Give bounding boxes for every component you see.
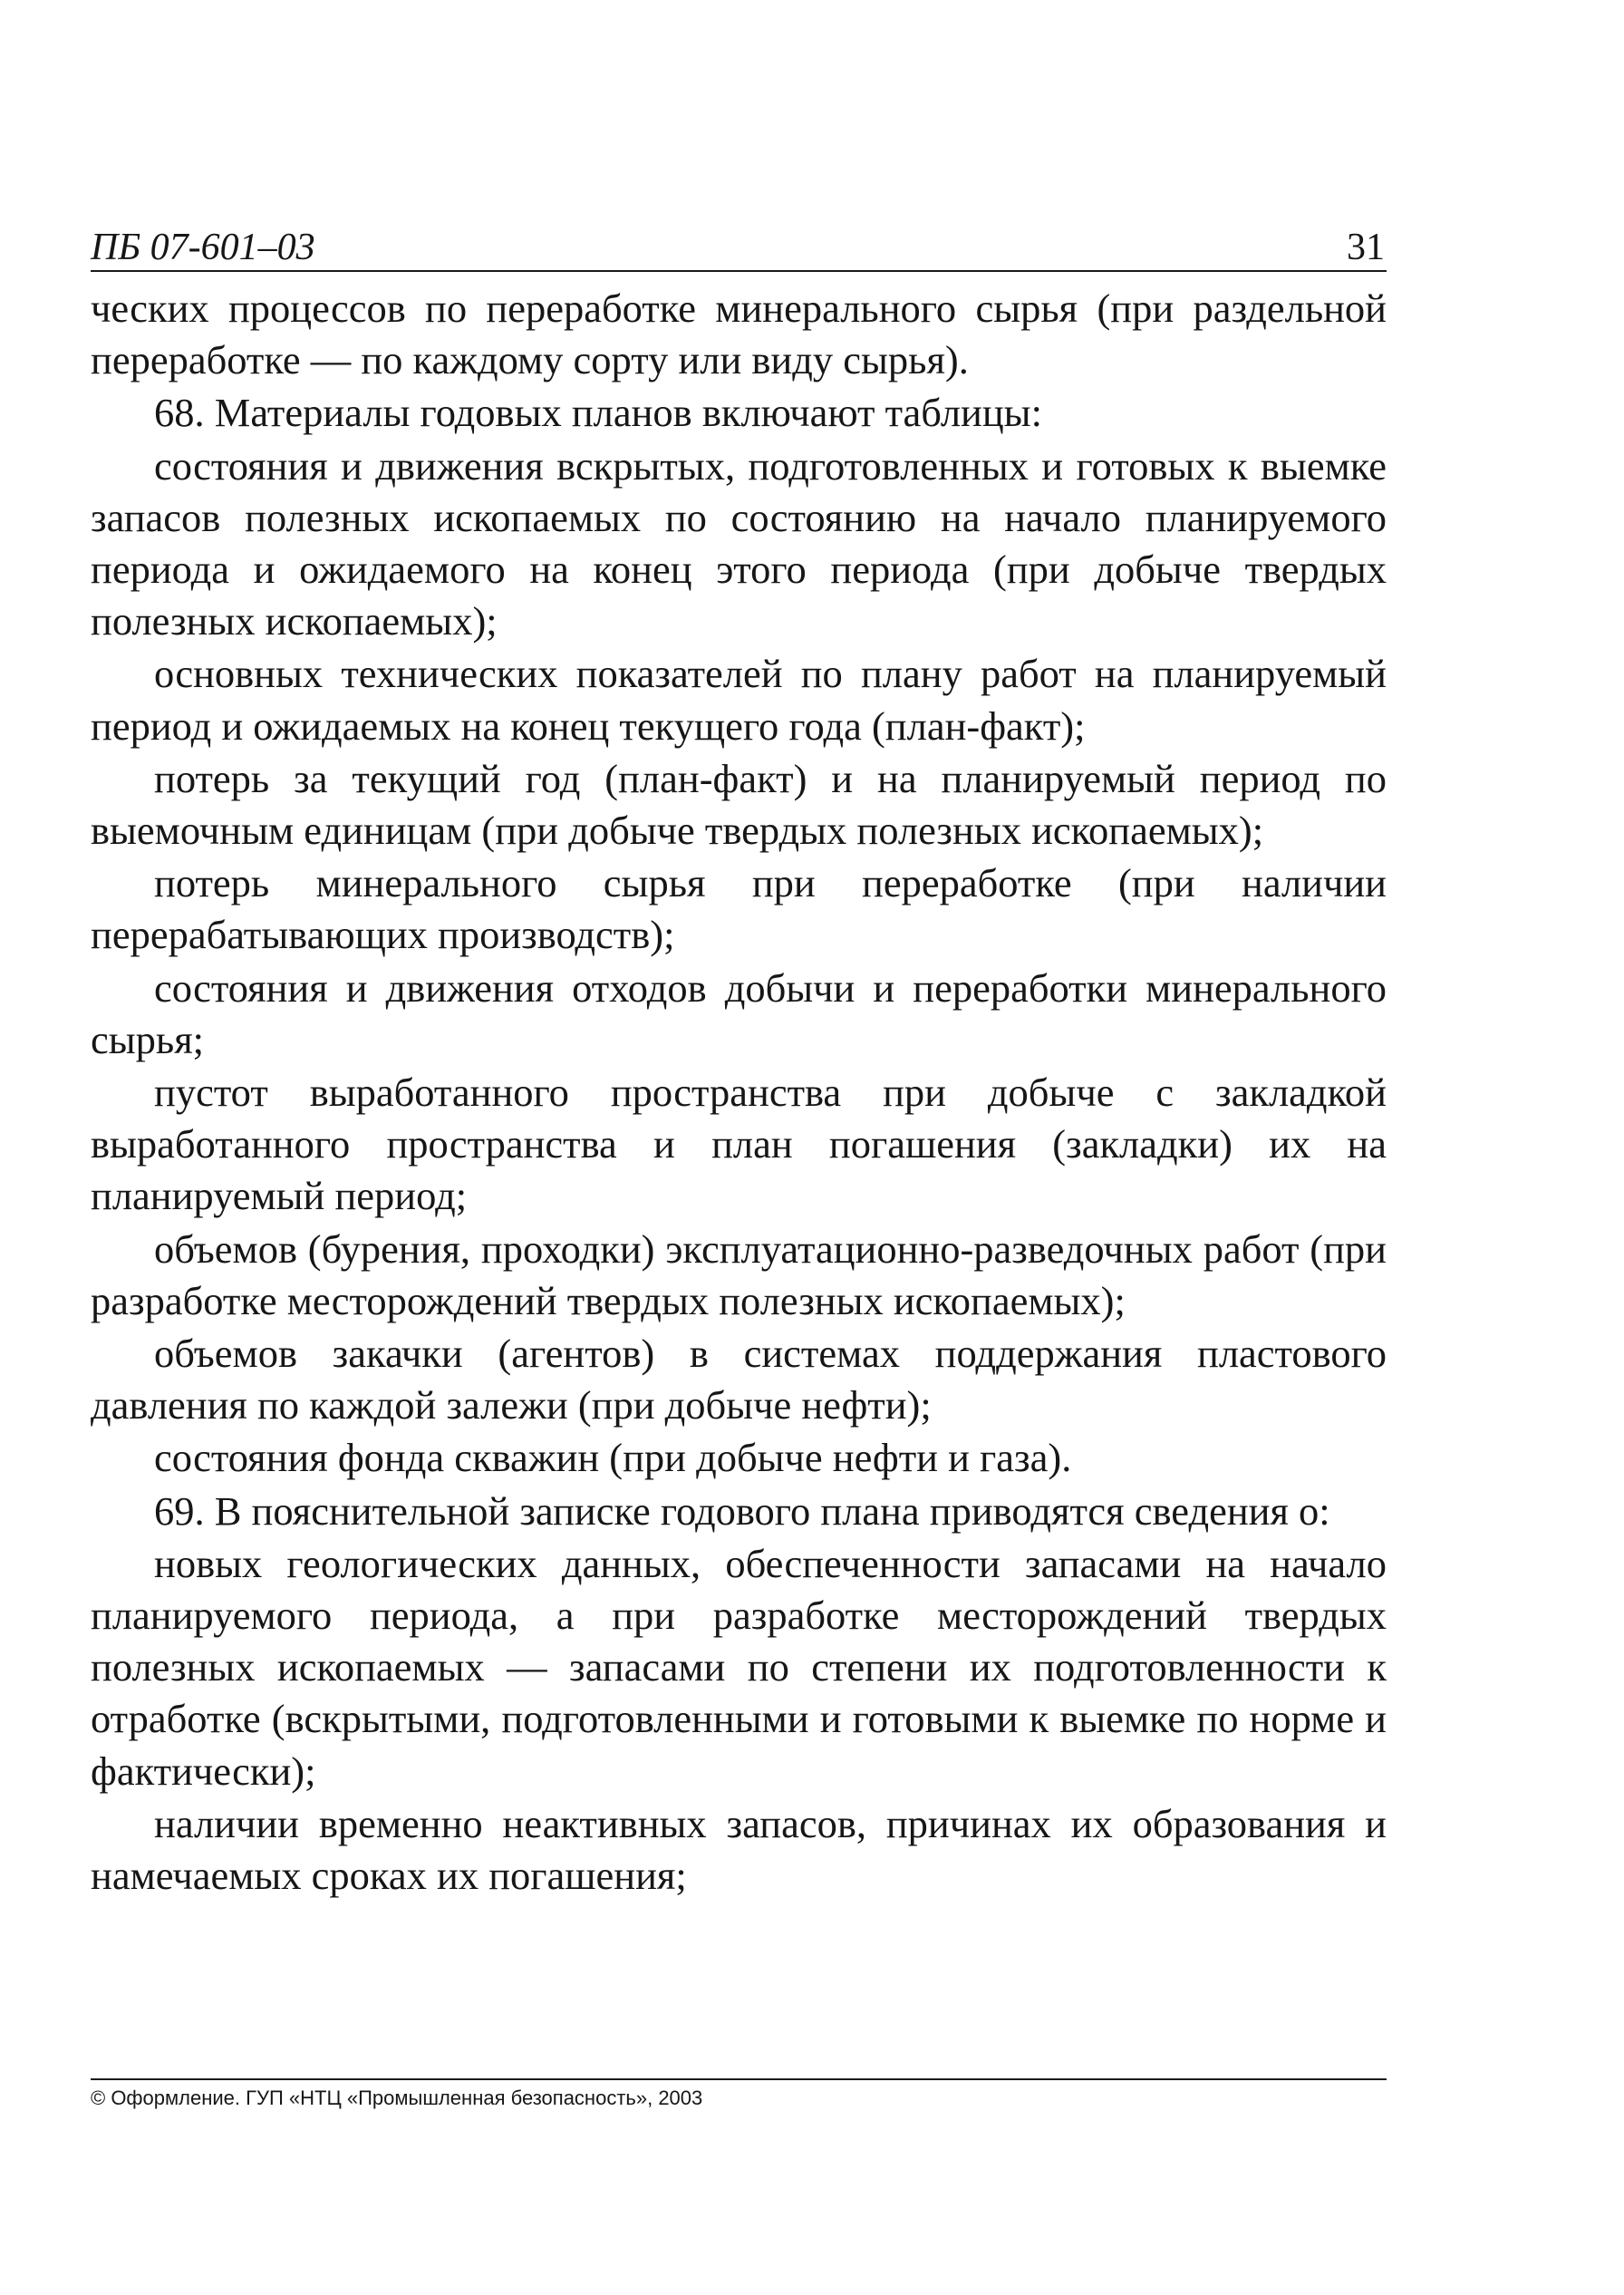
body-text [91, 283, 1387, 1903]
list-item: основных технических показателей по плану работ на планируемый период и ожидаемых на конец текущего года (план-факт); [91, 651, 1387, 749]
clause-69-heading: 69. В пояснительной записке годового плана приводятся сведения о: [154, 1487, 1330, 1534]
list-item: объемов (бурения, проходки) эксплуатационно-разведочных работ (при разработке месторождений твердых полезных ископаемых); [91, 1225, 1387, 1323]
page-number: 31 [1347, 227, 1385, 268]
list-item: пустот выработанного пространства при добыче с закладкой выработанного пространства и план погашения (закладки) их на планируемый период; [91, 1070, 1387, 1219]
document-code: ПБ 07-601–03 [91, 227, 315, 268]
list-item: состояния и движения вскрытых, подготовленных и готовых к выемке запасов полезных ископаемых по состоянию на начало планируемого периода и ожидаемого на конец этого периода (при добыче твердых полезных ископаемых); [91, 442, 1387, 644]
list-item: объемов закачки (агентов) в системах поддержания пластового давления по каждой залежи (при добыче нефти); [91, 1331, 1387, 1428]
copyright-footer: © Оформление. ГУП «НТЦ «Промышленная безопасность», 2003 [91, 2087, 703, 2109]
clause-68-heading: 68. Материалы годовых планов включают таблицы: [154, 390, 1042, 436]
document-page [91, 0, 1387, 2295]
running-header [91, 225, 1387, 272]
list-item: новых геологических данных, обеспеченности запасами на начало планируемого периода, а при разработке месторождений твердых полезных ископаемых — запасами по степени их подготовленности к отработке (вскрытыми, подготовленными и готовыми к выемке по норме и фактически); [91, 1540, 1387, 1794]
paragraph-continuation: ческих процессов по переработке минерального сырья (при раздельной переработке — по каждому сорту или виду сырья). [91, 286, 1387, 383]
list-item: состояния и движения отходов добычи и переработки минерального сырья; [91, 964, 1387, 1062]
footer-divider [91, 2078, 1387, 2080]
list-item: потерь за текущий год (план-факт) и на планируемый период по выемочным единицам (при добыче твердых полезных ископаемых); [91, 755, 1387, 854]
list-item: состояния фонда скважин (при добыче нефти и газа). [154, 1435, 1072, 1481]
list-item: наличии временно неактивных запасов, причинах их образования и намечаемых сроках их погашения; [91, 1800, 1387, 1899]
list-item: потерь минерального сырья при переработке (при наличии перерабатывающих производств); [91, 860, 1387, 958]
